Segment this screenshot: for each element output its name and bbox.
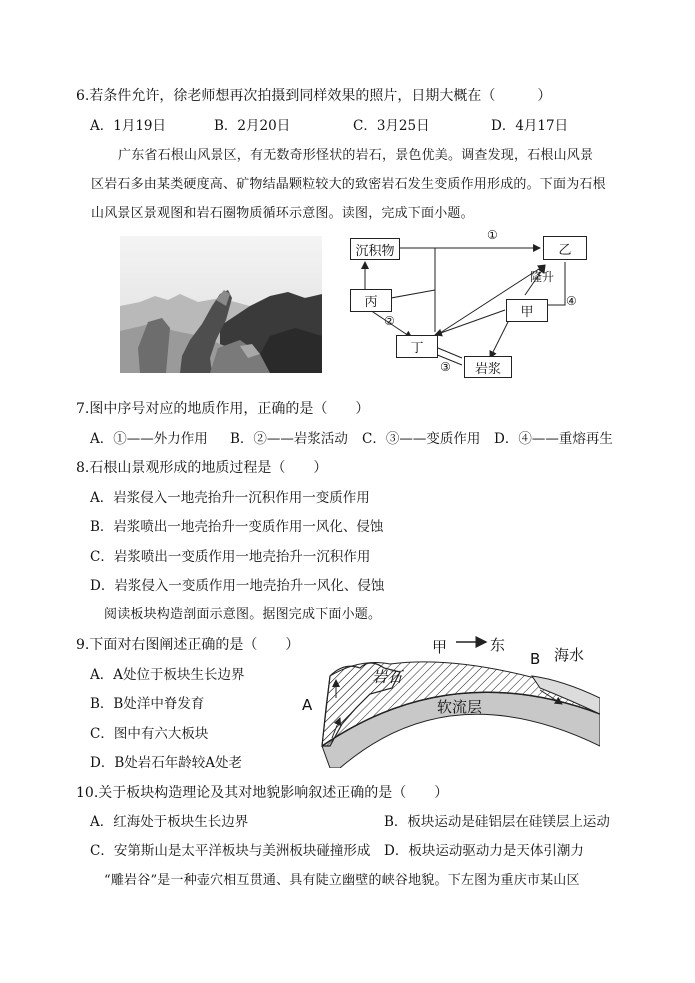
passage2: 阅读板块构造剖面示意图。据图完成下面小题。 — [104, 607, 382, 622]
q6-option-a[interactable]: A．1月19日 — [90, 118, 167, 134]
q9-option-d[interactable]: D．B处岩石年龄较A处老 — [90, 755, 242, 771]
q10-option-c[interactable]: C．安第斯山是太平洋板块与美洲板块碰撞形成 — [90, 843, 371, 859]
passage1-line-2: 区岩石多由某类硬度高、矿物结晶颗粒较大的致密岩石发生变质作用形成的。下面为石根 — [91, 177, 606, 192]
plate-label-a: A — [302, 696, 313, 714]
q7-option-c[interactable]: C．③——变质作用 — [362, 431, 481, 447]
passage3: “雕岩谷”是一种壶穴相互贯通、具有陡立幽壁的峡谷地貌。下左图为重庆市某山区 — [104, 873, 580, 888]
plate-label-b: B — [530, 650, 541, 668]
plate-label-east: 东 — [490, 636, 506, 654]
label-2: ② — [384, 314, 395, 328]
plate-label-asthenosphere: 软流层 — [437, 698, 483, 716]
plate-label-jia: 甲 — [432, 638, 448, 656]
q7-option-d[interactable]: D．④——重熔再生 — [494, 431, 613, 447]
q7-option-b[interactable]: B．②——岩浆活动 — [230, 431, 348, 447]
q10-option-a[interactable]: A．红海处于板块生长边界 — [90, 814, 249, 830]
passage1-line-1: 广东省石根山风景区，有无数奇形怪状的岩石，景色优美。调查发现，石根山风景 — [118, 148, 594, 163]
q6-option-d[interactable]: D．4月17日 — [491, 118, 569, 134]
node-magma: 岩浆 — [464, 356, 512, 378]
node-sediment: 沉积物 — [350, 238, 400, 260]
node-jia: 甲 — [506, 299, 548, 322]
label-3: ③ — [440, 360, 451, 374]
node-bing: 丙 — [350, 289, 392, 312]
node-ding: 丁 — [396, 335, 438, 358]
label-uplift: 隆升 — [530, 270, 555, 284]
q6-option-b[interactable]: B．2月20日 — [214, 118, 291, 134]
q8-option-b[interactable]: B．岩浆喷出一地壳抬升一变质作用一风化、侵蚀 — [90, 519, 384, 535]
q10-stem: 10.关于板块构造理论及其对地貌影响叙述正确的是（ ） — [76, 785, 449, 801]
q8-option-c[interactable]: C．岩浆喷出一变质作用一地壳抬升一沉积作用 — [90, 549, 371, 565]
q6-stem: 6.若条件允许，徐老师想再次拍摄到同样效果的照片，日期大概在（ ） — [76, 88, 552, 104]
q8-stem: 8.石根山景观形成的地质过程是（ ） — [76, 460, 328, 476]
q6-option-c[interactable]: C．3月25日 — [353, 118, 430, 134]
label-1: ① — [487, 228, 498, 242]
q9-option-b[interactable]: B．B处洋中脊发育 — [90, 696, 205, 712]
passage1-line-3: 山风景区景观图和岩石圈物质循环示意图。读图，完成下面小题。 — [91, 206, 474, 221]
q7-stem: 7.图中序号对应的地质作用，正确的是（ ） — [76, 401, 370, 417]
q8-option-d[interactable]: D．岩浆侵入一变质作用一地壳抬升一风化、侵蚀 — [90, 578, 385, 594]
q10-option-b[interactable]: B．板块运动是硅铝层在硅镁层上运动 — [384, 814, 610, 830]
node-yi: 乙 — [543, 236, 587, 260]
q9-option-c[interactable]: C．图中有六大板块 — [90, 726, 209, 742]
q10-option-d[interactable]: D．板块运动驱动力是天体引潮力 — [384, 843, 584, 859]
q9-option-a[interactable]: A．A处位于板块生长边界 — [90, 667, 245, 683]
q9-stem: 9.下面对右图阐述正确的是（ ） — [76, 637, 300, 653]
plate-label-sea: 海水 — [554, 646, 585, 664]
plate-label-rock: 岩石 — [372, 668, 403, 686]
label-4: ④ — [566, 294, 577, 308]
q8-option-a[interactable]: A．岩浆侵入一地壳抬升一沉积作用一变质作用 — [90, 490, 370, 506]
q7-option-a[interactable]: A．①——外力作用 — [90, 431, 208, 447]
landscape-photo — [120, 236, 322, 373]
